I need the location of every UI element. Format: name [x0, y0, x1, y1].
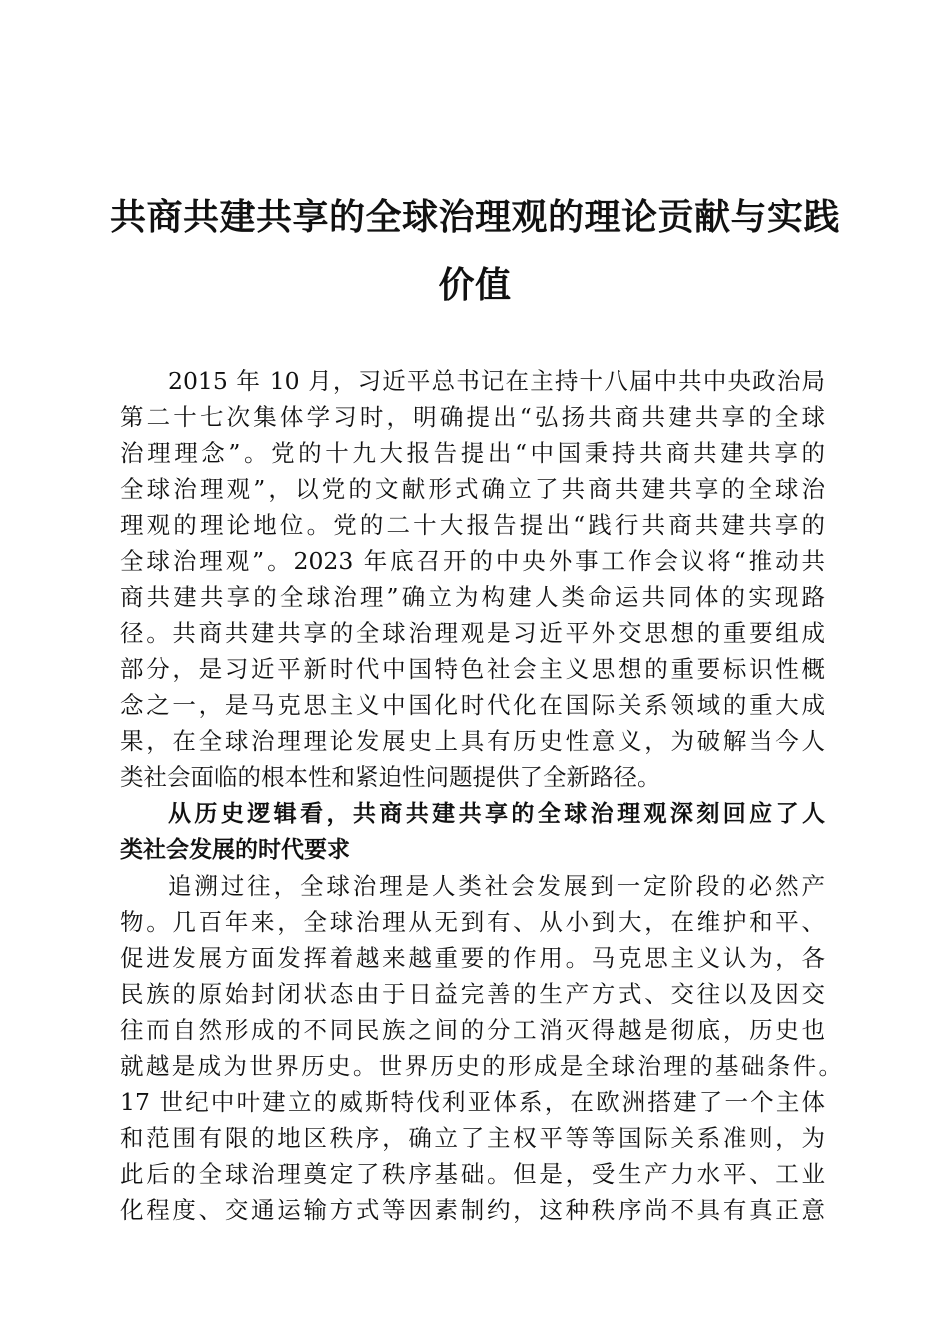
paragraph-line: 民族的原始封闭状态由于日益完善的生产方式、交往以及因交 — [120, 980, 825, 1008]
section-heading-line: 从历史逻辑看，共商共建共享的全球治理观深刻回应了人 — [168, 801, 825, 827]
paragraph-line: 2015 年 10 月，习近平总书记在主持十八届中共中央政治局 — [168, 367, 825, 395]
paragraph-line: 就越是成为世界历史。世界历史的形成是全球治理的基础条件。 — [120, 1052, 842, 1080]
paragraph-line: 往而自然形成的不同民族之间的分工消灭得越是彻底，历史也 — [120, 1016, 825, 1044]
paragraph-line: 物。几百年来，全球治理从无到有、从小到大，在维护和平、 — [120, 908, 825, 936]
paragraph-line: 果，在全球治理理论发展史上具有历史性意义，为破解当今人 — [120, 727, 825, 755]
paragraph-line: 全球治理观”，以党的文献形式确立了共商共建共享的全球治 — [120, 475, 825, 503]
paragraph-line: 第二十七次集体学习时，明确提出“弘扬共商共建共享的全球 — [120, 403, 825, 431]
document-title-line-1: 共商共建共享的全球治理观的理论贡献与实践 — [110, 197, 841, 238]
paragraph-line: 径。共商共建共享的全球治理观是习近平外交思想的重要组成 — [120, 619, 825, 647]
paragraph-line: 促进发展方面发挥着越来越重要的作用。马克思主义认为，各 — [120, 944, 825, 972]
document-title-line-2: 价值 — [438, 265, 512, 306]
paragraph-line: 17 世纪中叶建立的威斯特伐利亚体系，在欧洲搭建了一个主体 — [120, 1088, 825, 1116]
paragraph-line: 类社会面临的根本性和紧迫性问题提供了全新路径。 — [120, 763, 661, 791]
paragraph-line: 商共建共享的全球治理”确立为构建人类命运共同体的实现路 — [120, 583, 825, 611]
paragraph-line: 化程度、交通运输方式等因素制约，这种秩序尚不具有真正意 — [120, 1196, 825, 1224]
paragraph-line: 此后的全球治理奠定了秩序基础。但是，受生产力水平、工业 — [120, 1160, 825, 1188]
paragraph-line: 追溯过往，全球治理是人类社会发展到一定阶段的必然产 — [168, 872, 825, 900]
paragraph-line: 全球治理观”。2023 年底召开的中央外事工作会议将“推动共 — [120, 547, 825, 575]
paragraph-line: 念之一，是马克思主义中国化时代化在国际关系领域的重大成 — [120, 691, 825, 719]
paragraph-line: 治理理念”。党的十九大报告提出“中国秉持共商共建共享的 — [120, 439, 825, 467]
paragraph-line: 部分，是习近平新时代中国特色社会主义思想的重要标识性概 — [120, 655, 825, 683]
paragraph-line: 理观的理论地位。党的二十大报告提出“践行共商共建共享的 — [120, 511, 825, 539]
section-heading-line: 类社会发展的时代要求 — [120, 837, 350, 863]
paragraph-line: 和范围有限的地区秩序，确立了主权平等等国际关系准则，为 — [120, 1124, 825, 1152]
